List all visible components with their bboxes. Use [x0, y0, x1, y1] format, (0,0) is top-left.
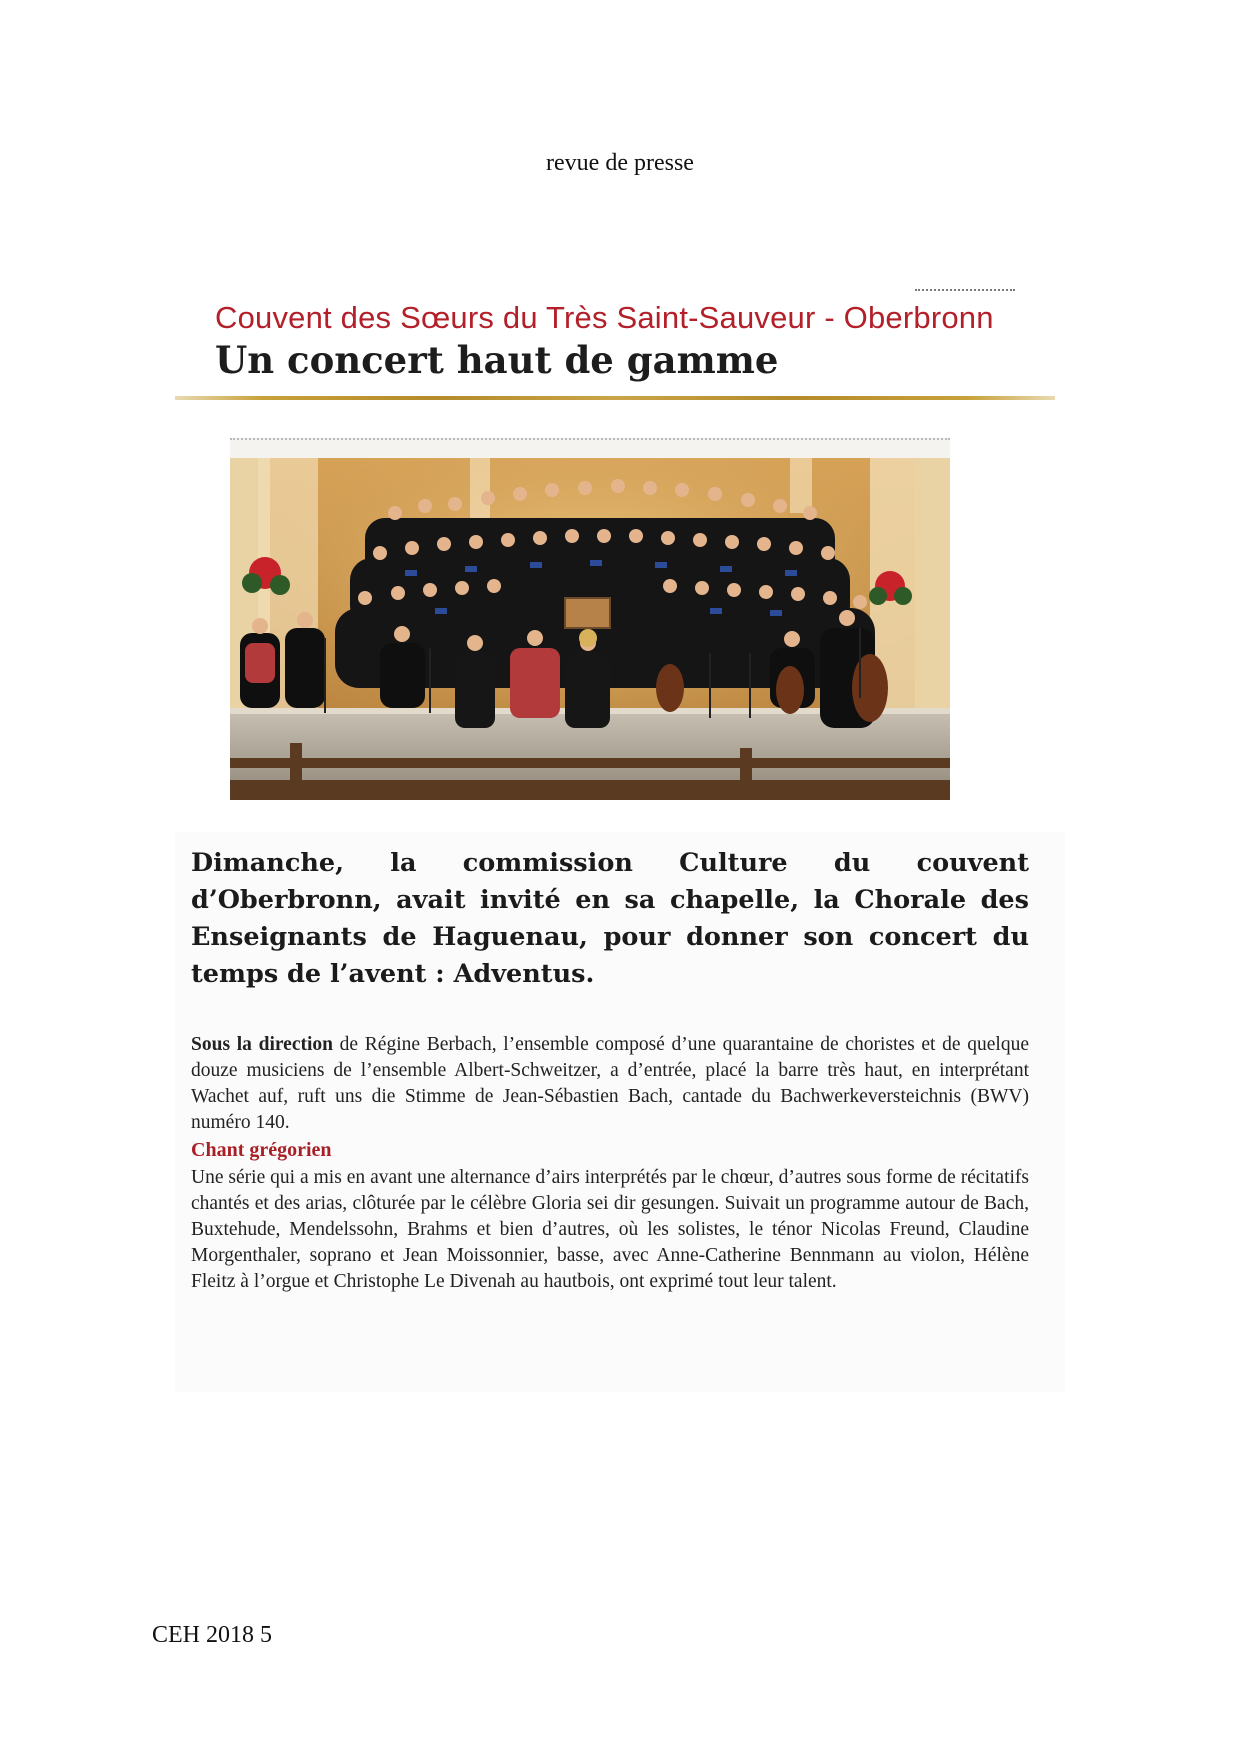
press-clipping — [175, 292, 1065, 1392]
paragraph-1-text: de Régine Berbach, l’ensemble composé d’une quarantaine de choristes et de quelque douze musiciens de l’ensemble Albert-Schweitzer, a d’entrée, placé la barre très haut, en interprétant Wachet auf, ruft uns die Stimme de Jean-Sébastien Bach, cantade du Bachwerkeversteichnis (BWV) numéro 140. — [191, 1034, 1030, 1133]
dotted-separator — [230, 438, 950, 440]
page-header: revue de presse — [546, 150, 694, 176]
article-paragraph-2: Une série qui a mis en avant une alternance d’airs interprétés par le chœur, d’autres sous forme de récitatifs chantés et des arias, clôturée par le célèbre Gloria sei dir gesungen. Suivait un programme autour de Bach, Buxtehude, Mendelssohn, Brahms et bien d’autres, où les solistes, le ténor Nicolas Freund, Claudine Morgenthaler, soprano et Jean Moissonnier, basse, avec Anne-Catherine Bennmann au violon, Hélène Fleitz à l’orgue et Christophe Le Divenah au hautbois, ont exprimé tout leur talent. — [191, 1167, 1029, 1292]
page-footer: CEH 2018 5 — [152, 1622, 272, 1648]
article-lead: Dimanche, la commission Culture du couvent d’Oberbronn, avait invité en sa chapelle, la Chorale des Enseignants de Haguenau, pour donner son concert du temps de l’avent : Adventus. — [191, 848, 1029, 989]
concert-photo — [230, 458, 950, 800]
gold-rule — [175, 396, 1055, 400]
clipping-headband — [175, 292, 1055, 402]
article-subheading: Chant grégorien — [191, 1139, 332, 1161]
article-paragraph-1 — [191, 1032, 1029, 1136]
choir-concert-illustration — [230, 458, 950, 800]
photo-frame — [230, 438, 950, 800]
paragraph-lead-in: Sous la direction — [191, 1034, 333, 1055]
clipping-kicker: Couvent des Sœurs du Très Saint-Sauveur - Oberbronn — [215, 300, 994, 335]
torn-edge-marks — [915, 289, 1015, 297]
clipping-title: Un concert haut de gamme — [215, 338, 779, 382]
